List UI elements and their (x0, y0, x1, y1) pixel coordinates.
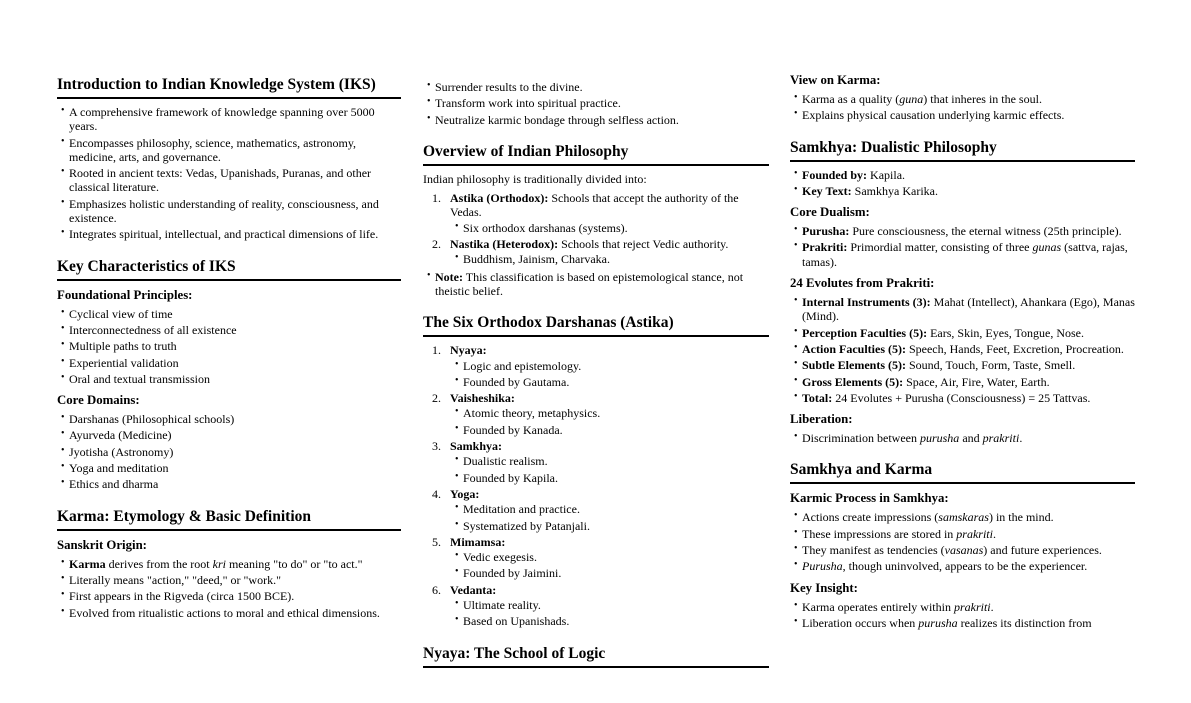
list-item: • Cyclical view of time (57, 307, 401, 321)
item-number: 2. (432, 237, 441, 252)
sub-heading: View on Karma: (790, 73, 881, 87)
list-item: • Internal Instruments (3): Mahat (Intellect), Ahankara (Ego), Manas (Mind). (790, 295, 1135, 324)
sub-bullet-list (450, 221, 769, 235)
bold-text: Nyaya: (450, 343, 487, 358)
list-item: • Transform work into spiritual practice. (423, 96, 769, 110)
bullet-list (790, 224, 1135, 269)
list-item: • Integrates spiritual, intellectual, and practical dimensions of life. (57, 227, 401, 241)
list-item: • Subtle Elements (5): Sound, Touch, Form, Taste, Smell. (790, 358, 1135, 372)
list-item: • A comprehensive framework of knowledge spanning over 5000 years. (57, 105, 401, 134)
list-item: • Evolved from ritualistic actions to moral and ethical dimensions. (57, 606, 401, 620)
list-item: • Prakriti: Primordial matter, consisting of three gunas (sattva, rajas, tamas). (790, 240, 1135, 269)
numbered-item: 2. Nastika (Heterodox): Schools that reject Vedic authority. • Buddhism, Jainism, Charvaka. (423, 237, 769, 267)
bullet-list (423, 270, 769, 299)
numbered-list (423, 343, 769, 628)
list-item: • Buddhism, Jainism, Charvaka. (450, 252, 769, 266)
bold-text: Note: (435, 269, 463, 284)
list-item: • Interconnectedness of all existence (57, 323, 401, 337)
bullet-list (790, 510, 1135, 573)
bullet-list (57, 557, 401, 620)
list-item: • Karma operates entirely within prakriti. (790, 600, 1135, 614)
bullet-list (423, 80, 769, 127)
list-item: • Ayurveda (Medicine) (57, 428, 401, 442)
bold-text: Prakriti: (802, 240, 848, 255)
bullet-list (57, 105, 401, 242)
list-item: • Experiential validation (57, 356, 401, 370)
bold-text: Purusha: (802, 224, 850, 239)
sub-heading: Core Domains: (57, 393, 140, 408)
paragraph: Indian philosophy is traditionally divided into: (423, 171, 647, 186)
list-item: • Note: This classification is based on epistemological stance, not theistic belief. (423, 270, 769, 299)
section-heading: Samkhya: Dualistic Philosophy (790, 138, 1135, 162)
list-item: • Systematized by Patanjali. (450, 519, 769, 533)
list-item: • Oral and textual transmission (57, 372, 401, 386)
numbered-list (423, 191, 769, 266)
item-number: 6. (432, 582, 441, 597)
column-2 (423, 0, 769, 703)
sub-bullet-list (450, 406, 769, 437)
list-item: • Actions create impressions (samskaras) in the mind. (790, 510, 1135, 524)
sub-heading: 24 Evolutes from Prakriti: (790, 276, 935, 291)
italic-text: prakriti (953, 599, 991, 614)
list-item: • Karma derives from the root kri meaning "to do" or "to act." (57, 557, 401, 571)
list-item: • Action Faculties (5): Speech, Hands, Feet, Excretion, Procreation. (790, 342, 1135, 356)
sub-heading: Liberation: (790, 412, 853, 427)
sub-heading: Foundational Principles: (57, 287, 193, 302)
section-heading: Karma: Etymology & Basic Definition (57, 507, 401, 531)
section-heading: Overview of Indian Philosophy (423, 142, 769, 166)
bold-text: Karma (69, 556, 106, 571)
bold-text: Action Faculties (5): (802, 341, 906, 356)
italic-text: purusha (918, 615, 958, 630)
sub-bullet-list (450, 550, 769, 581)
list-item: • Vedic exegesis. (450, 550, 769, 564)
sub-heading: Core Dualism: (790, 205, 870, 220)
bold-text: Astika (Orthodox): (450, 191, 549, 206)
bold-text: Total: (802, 390, 833, 405)
italic-text: gunas (1032, 240, 1062, 255)
bold-text: Gross Elements (5): (802, 374, 904, 389)
bullet-list (790, 295, 1135, 405)
list-item: • Yoga and meditation (57, 461, 401, 475)
item-number: 4. (432, 486, 441, 501)
italic-text: vasanas (944, 543, 984, 558)
bullet-list (790, 168, 1135, 199)
list-item: • Based on Upanishads. (450, 614, 769, 628)
section-heading: The Six Orthodox Darshanas (Astika) (423, 313, 769, 337)
section-heading: Key Characteristics of IKS (57, 257, 401, 281)
bullet-list (57, 412, 401, 491)
list-item: • Darshanas (Philosophical schools) (57, 412, 401, 426)
list-item: • Dualistic realism. (450, 454, 769, 468)
bold-text: Internal Instruments (3): (802, 295, 931, 310)
list-item: • Neutralize karmic bondage through selfless action. (423, 113, 769, 127)
bold-text: Vaisheshika: (450, 391, 515, 406)
list-item: • Founded by Kanada. (450, 423, 769, 437)
sub-heading: Karmic Process in Samkhya: (790, 491, 949, 506)
list-item: • Rooted in ancient texts: Vedas, Upanishads, Puranas, and other classical literature. (57, 166, 401, 195)
list-item: • Ethics and dharma (57, 477, 401, 491)
list-item: • Founded by Jaimini. (450, 566, 769, 580)
numbered-item (423, 535, 769, 581)
numbered-item (423, 391, 769, 437)
list-item: • Jyotisha (Astronomy) (57, 445, 401, 459)
italic-text: prakriti (956, 526, 993, 541)
list-item: • Meditation and practice. (450, 502, 769, 516)
list-item: • Founded by: Kapila. (790, 168, 1135, 182)
column-3 (790, 0, 1135, 697)
list-item: • Ultimate reality. (450, 598, 769, 612)
sub-bullet-list (450, 598, 769, 629)
italic-text: samskaras (938, 510, 989, 525)
bullet-list (57, 307, 401, 386)
list-item: • Encompasses philosophy, science, mathematics, astronomy, medicine, arts, and governance. (57, 136, 401, 165)
list-item: • These impressions are stored in prakriti. (790, 527, 1135, 541)
item-number: 3. (432, 439, 441, 454)
list-item: • Gross Elements (5): Space, Air, Fire, Water, Earth. (790, 375, 1135, 389)
column-1 (57, 0, 401, 699)
list-item: • Emphasizes holistic understanding of reality, consciousness, and existence. (57, 197, 401, 226)
list-item: • Liberation occurs when purusha realizes its distinction from (790, 616, 1135, 630)
section-heading: Samkhya and Karma (790, 460, 1135, 484)
bold-text: Vedanta: (450, 582, 497, 597)
sub-bullet-list (450, 454, 769, 485)
italic-text: guna (899, 92, 924, 106)
numbered-item (423, 583, 769, 629)
list-item: • Six orthodox darshanas (systems). (450, 221, 769, 235)
list-item: • Total: 24 Evolutes + Purusha (Consciousness) = 25 Tattvas. (790, 391, 1135, 405)
numbered-item (423, 343, 769, 389)
list-item: • Founded by Kapila. (450, 471, 769, 485)
list-item: • Literally means "action," "deed," or "work." (57, 573, 401, 587)
item-number: 5. (432, 534, 441, 549)
section-heading: Introduction to Indian Knowledge System (IKS) (57, 75, 401, 99)
bullet-list (790, 431, 1135, 445)
bold-text: Perception Faculties (5): (802, 325, 928, 340)
list-item: • Logic and epistemology. (450, 359, 769, 373)
bullet-list (790, 92, 1135, 123)
list-item: • Atomic theory, metaphysics. (450, 406, 769, 420)
list-item: • Discrimination between purusha and prakriti. (790, 431, 1135, 445)
list-item: • Purusha: Pure consciousness, the eternal witness (25th principle). (790, 224, 1135, 238)
bold-text: Nastika (Heterodox): (450, 237, 559, 252)
bold-text: Samkhya: (450, 439, 503, 454)
italic-text: kri (212, 556, 226, 571)
bold-text: Yoga: (450, 486, 480, 501)
sub-bullet-list (450, 502, 769, 533)
bold-text: Founded by: (802, 167, 868, 182)
numbered-item (423, 487, 769, 533)
item-number: 2. (432, 391, 441, 406)
italic-text: Purusha (802, 559, 843, 574)
sub-bullet-list (450, 359, 769, 390)
list-item: • Perception Faculties (5): Ears, Skin, Eyes, Tongue, Nose. (790, 326, 1135, 340)
list-item: • Karma as a quality (guna) that inheres in the soul. (790, 92, 1135, 106)
list-item: • Key Text: Samkhya Karika. (790, 184, 1135, 198)
section-heading: Nyaya: The School of Logic (423, 644, 769, 668)
numbered-item: 1. Astika (Orthodox): Schools that accept the authority of the Vedas. • Six orthodox darshanas (systems). (423, 191, 769, 235)
sub-heading: Key Insight: (790, 580, 858, 595)
list-item: • First appears in the Rigveda (circa 1500 BCE). (57, 589, 401, 603)
list-item: • Surrender results to the divine. (423, 80, 769, 94)
item-number: 1. (432, 343, 441, 358)
item-number: 1. (432, 191, 441, 206)
sub-bullet-list (450, 252, 769, 266)
list-item: • Multiple paths to truth (57, 339, 401, 353)
bold-text: Mimamsa: (450, 534, 506, 549)
bold-text: Subtle Elements (5): (802, 358, 906, 373)
list-item: • Purusha, though uninvolved, appears to be the experiencer. (790, 559, 1135, 573)
italic-text: prakriti (982, 431, 1020, 446)
numbered-item (423, 439, 769, 485)
list-item: • Founded by Gautama. (450, 375, 769, 389)
list-item: • Explains physical causation underlying karmic effects. (790, 108, 1135, 122)
italic-text: purusha (919, 431, 960, 446)
sub-heading: Sanskrit Origin: (57, 537, 147, 552)
list-item: • They manifest as tendencies (vasanas) and future experiences. (790, 543, 1135, 557)
bold-text: Key Text: (802, 183, 852, 198)
